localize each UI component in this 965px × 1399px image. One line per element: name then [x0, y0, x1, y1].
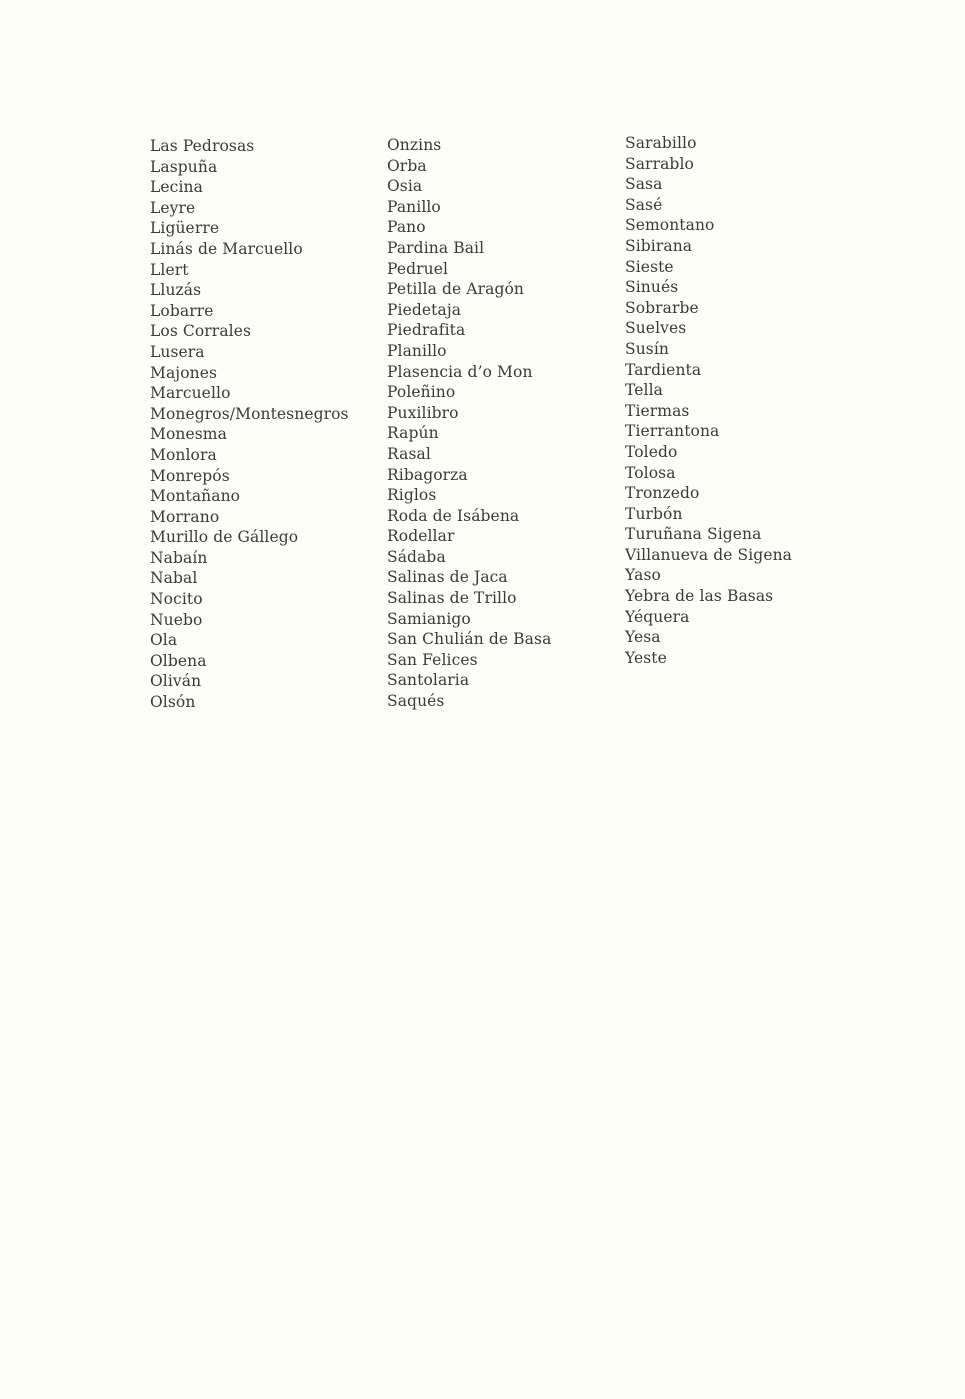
place-name: Pedruel [387, 259, 449, 278]
place-name: Sarrablo [625, 154, 694, 173]
place-name: Tierrantona [625, 422, 720, 441]
place-name-column-3 [625, 133, 792, 668]
place-name: Santolaria [387, 671, 470, 690]
place-name: Nuebo [150, 610, 203, 629]
place-name: Susín [625, 339, 669, 358]
place-name: Murillo de Gállego [150, 528, 299, 547]
place-name: Sinués [625, 278, 679, 297]
place-name: Sieste [625, 257, 674, 276]
place-name: Sasa [625, 175, 663, 194]
place-name: Nabaín [150, 548, 208, 567]
place-name: Rasal [387, 444, 431, 463]
place-name: Sarabillo [625, 134, 697, 152]
place-name: Nocito [150, 590, 203, 609]
place-name: Pardina Bail [387, 238, 485, 257]
place-name: Nabal [150, 569, 198, 588]
place-name: Yaso [625, 566, 661, 585]
place-name: Yebra de las Basas [625, 587, 774, 606]
place-name: San Chulián de Basa [387, 630, 552, 649]
place-name: Monlora [150, 445, 217, 464]
place-name: Piedrafita [387, 321, 466, 340]
place-name: Planillo [387, 341, 447, 360]
place-name: Lobarre [150, 301, 214, 320]
place-name: Sibirana [625, 236, 693, 255]
place-name: Samianigo [387, 609, 471, 628]
place-name: Rapún [387, 424, 439, 443]
place-name-column-2 [387, 135, 551, 712]
place-name: Osia [387, 177, 423, 196]
place-name: Las Pedrosas [150, 137, 255, 155]
place-name: Montañano [150, 487, 241, 506]
place-name: Suelves [625, 319, 687, 338]
place-name: Laspuña [150, 157, 218, 176]
place-name: Orba [387, 156, 427, 175]
place-name: Olsón [150, 693, 196, 712]
place-name: Sádaba [387, 547, 446, 566]
place-name: Llert [150, 260, 189, 279]
place-name: Turbón [625, 504, 683, 523]
place-name: Leyre [150, 198, 196, 217]
place-name: Los Corrales [150, 322, 252, 341]
place-name: Roda de Isábena [387, 506, 520, 525]
place-name: Linás de Marcuello [150, 239, 303, 258]
place-name: San Felices [387, 650, 478, 669]
place-name: Petilla de Aragón [387, 280, 524, 299]
place-name: Salinas de Jaca [387, 568, 508, 587]
place-name: Yéquera [625, 607, 690, 626]
place-name: Riglos [387, 486, 437, 505]
place-name: Tiermas [625, 401, 690, 420]
place-name: Tardienta [625, 360, 702, 379]
place-name: Lluzás [150, 281, 202, 300]
place-name: Sasé [625, 195, 663, 214]
place-name: Panillo [387, 197, 441, 216]
place-name: Lusera [150, 342, 205, 361]
place-name: Rodellar [387, 527, 455, 546]
place-name: Yesa [625, 628, 661, 647]
place-name: Monesma [150, 425, 227, 444]
place-name: Morrano [150, 507, 220, 526]
place-name: Marcuello [150, 384, 231, 403]
place-name: Onzins [387, 136, 442, 154]
place-name: Ribagorza [387, 465, 468, 484]
place-name: Toledo [625, 442, 678, 461]
place-name: Ola [150, 631, 178, 650]
place-name: Piedetaja [387, 300, 462, 319]
place-name: Sobrarbe [625, 298, 699, 317]
place-name: Saqués [387, 692, 445, 711]
place-name: Oliván [150, 672, 202, 691]
place-name: Puxilibro [387, 403, 459, 422]
place-name: Tella [625, 381, 663, 400]
place-name: Monrepós [150, 466, 230, 485]
place-name: Poleñino [387, 383, 456, 402]
place-name: Plasencia d’o Mon [387, 362, 533, 381]
place-name: Yeste [625, 648, 667, 667]
place-name: Olbena [150, 651, 207, 670]
place-name: Villanueva de Sigena [625, 545, 793, 564]
place-name-column-1 [150, 136, 349, 713]
place-name: Majones [150, 363, 218, 382]
place-name: Lecina [150, 178, 203, 197]
place-name: Ligüerre [150, 219, 220, 238]
place-name: Tronzedo [625, 484, 700, 503]
place-name: Tolosa [625, 463, 676, 482]
place-name: Semontano [625, 216, 715, 235]
place-name: Salinas de Trillo [387, 589, 517, 608]
place-name: Pano [387, 218, 426, 237]
place-name: Monegros/Montesnegros [150, 404, 349, 423]
place-name: Turuñana Sigena [625, 525, 762, 544]
